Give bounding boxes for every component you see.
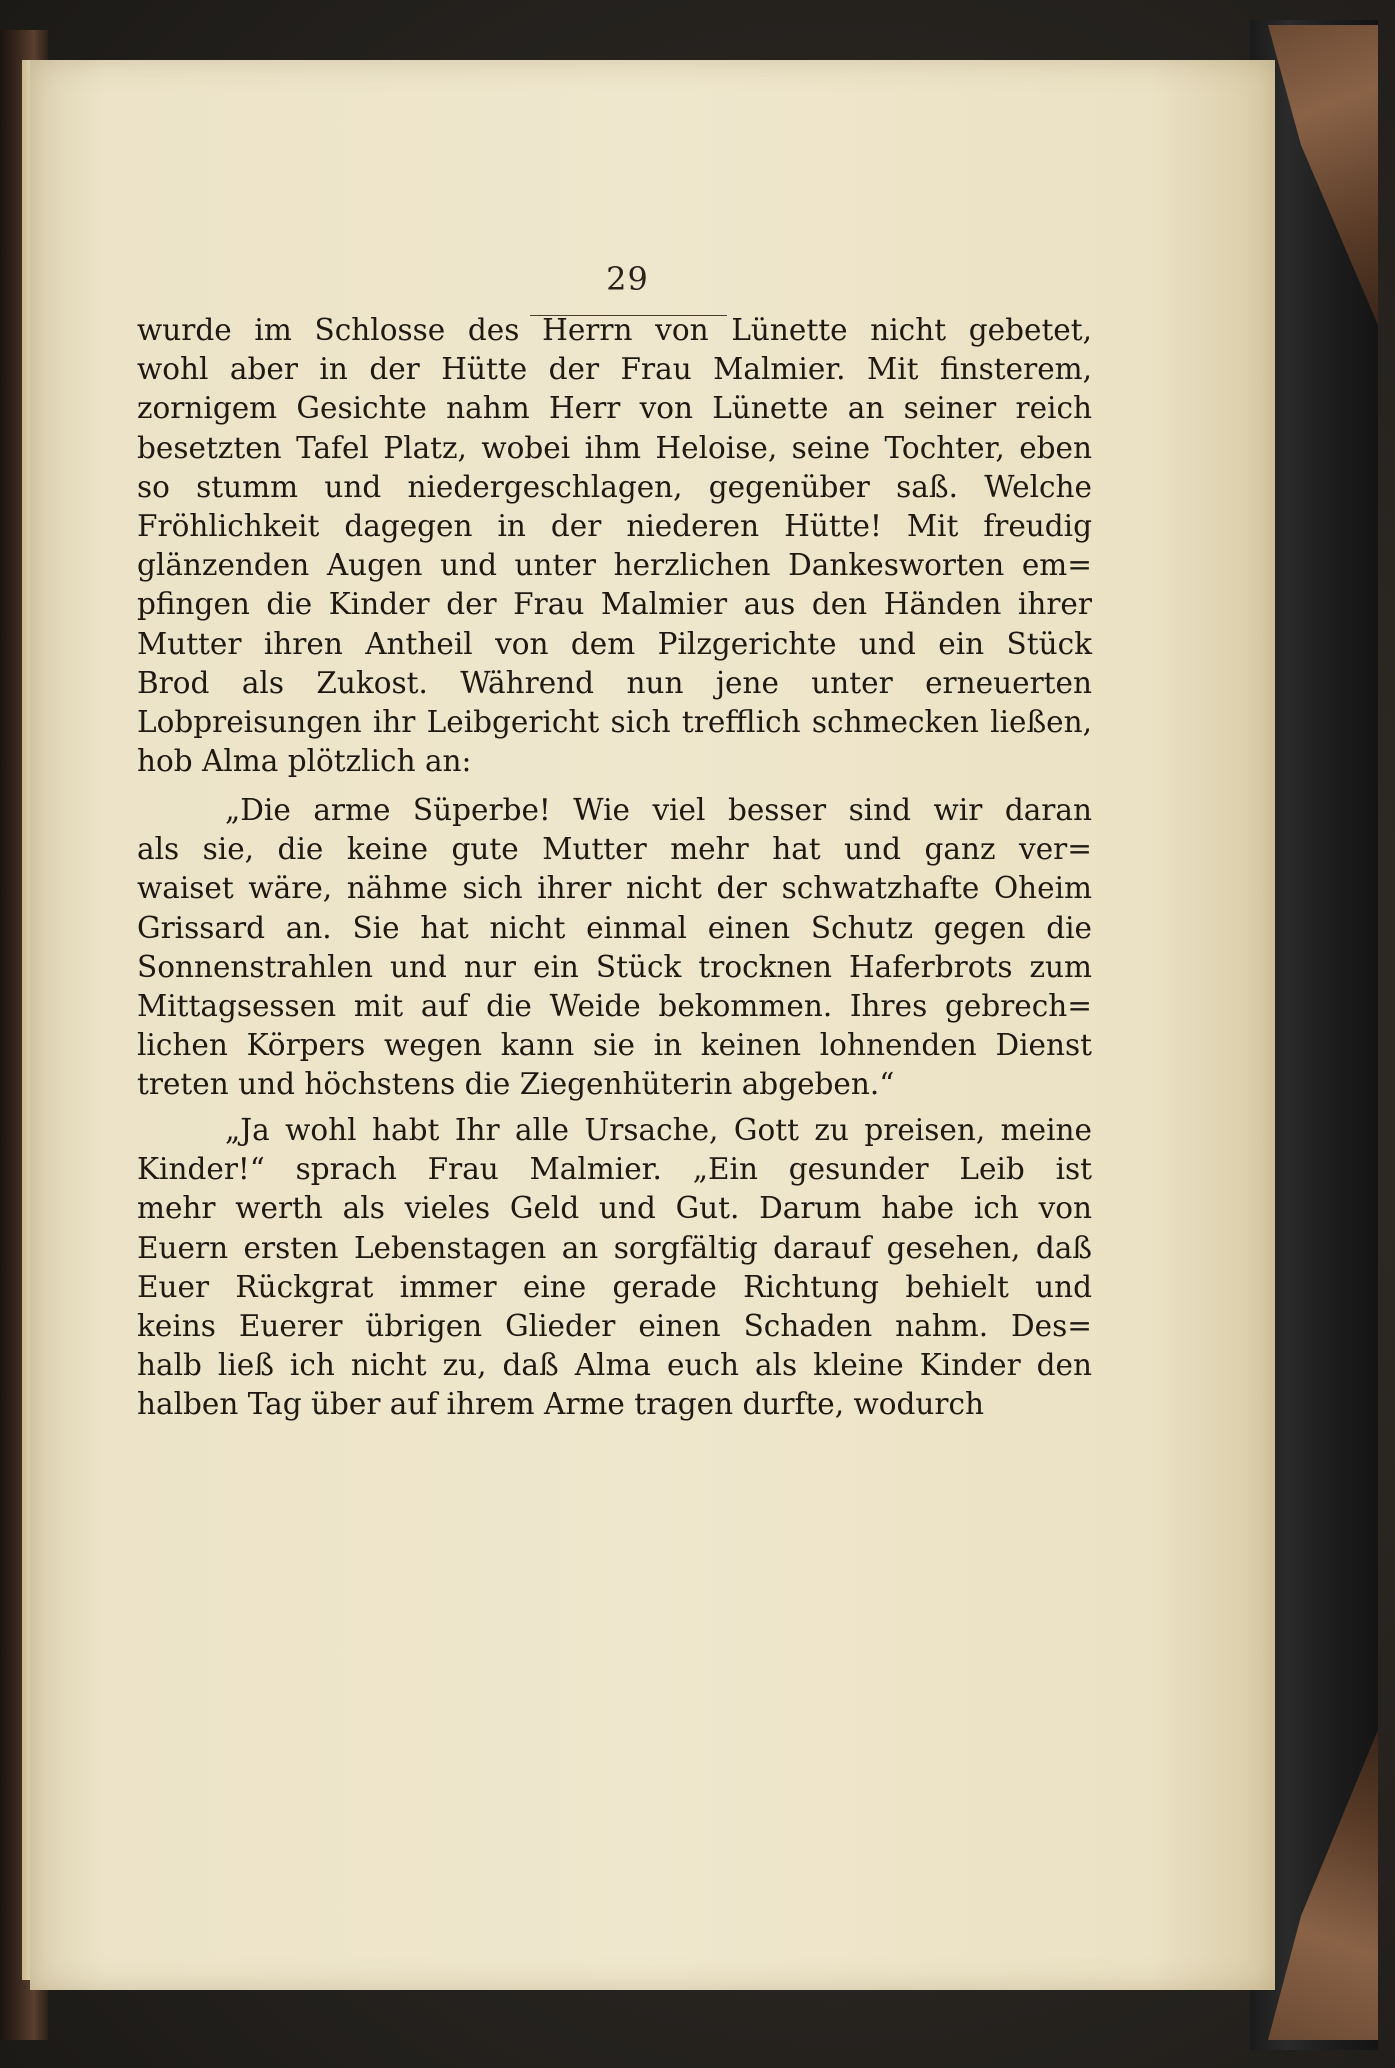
text-line: zornigem Gesichte nahm Herr von Lünette an seiner reich [137,391,1092,426]
text-line: treten und höchstens die Ziegenhüterin abgeben.“ [137,1067,895,1102]
text-line: pfingen die Kinder der Frau Malmier aus den Händen ihrer [137,587,1092,622]
text-line: „Ja wohl habt Ihr alle Ursache, Gott zu preisen, meine [225,1113,1092,1147]
text-line: so stumm und niedergeschlagen, gegenüber saß. Welche [137,469,1092,504]
text-line: Sonnenstrahlen und nur ein Stück trocknen Haferbrots zum [137,949,1092,984]
text-line: Fröhlichkeit dagegen in der niederen Hütte! Mit freudig [137,509,1092,543]
text-line: hob Alma plötzlich an: [137,744,472,779]
text-line: wurde im Schlosse des Herrn von Lünette nicht gebetet, [137,313,1092,347]
text-line: Grissard an. Sie hat nicht einmal einen Schutz gegen die [137,910,1092,945]
text-line: Mutter ihren Antheil von dem Pilzgerichte und ein Stück [137,626,1092,661]
text-line: Kinder!“ sprach Frau Malmier. „Ein gesunder Leib ist [137,1152,1092,1187]
text-line: Brod als Zukost. Während nun jene unter erneuerten [137,665,1092,700]
text-line: „Die arme Süperbe! Wie viel besser sind wir daran [225,793,1092,827]
text-line: mehr werth als vieles Geld und Gut. Darum habe ich von [137,1191,1092,1226]
text-line: glänzenden Augen und unter herzlichen Dankesworten em= [137,548,1092,583]
text-line: wohl aber in der Hütte der Frau Malmier. Mit finsterem, [137,352,1092,387]
text-line: waiset wäre, nähme sich ihrer nicht der schwatzhafte Oheim [137,871,1092,906]
text-line: Mittagsessen mit auf die Weide bekommen. Ihres gebrech= [137,989,1092,1023]
text-line: lichen Körpers wegen kann sie in keinen lohnenden Dienst [137,1028,1092,1063]
text-line: Euern ersten Lebenstagen an sorgfältig darauf gesehen, daß [137,1230,1092,1265]
book-page [30,60,1275,1990]
text-line: halben Tag über auf ihrem Arme tragen durfte, wodurch [137,1387,984,1422]
page-number: 29 [606,260,649,298]
text-line: besetzten Tafel Platz, wobei ihm Heloise, seine Tochter, eben [137,430,1092,465]
text-line: Lobpreisungen ihr Leibgericht sich trefflich schmecken ließen, [137,705,1092,739]
text-line: keins Euerer übrigen Glieder einen Schaden nahm. Des= [137,1309,1092,1343]
text-line: Euer Rückgrat immer eine gerade Richtung behielt und [137,1269,1092,1304]
text-line: als sie, die keine gute Mutter mehr hat und ganz ver= [137,832,1092,867]
text-line: halb ließ ich nicht zu, daß Alma euch als kleine Kinder den [137,1348,1092,1383]
